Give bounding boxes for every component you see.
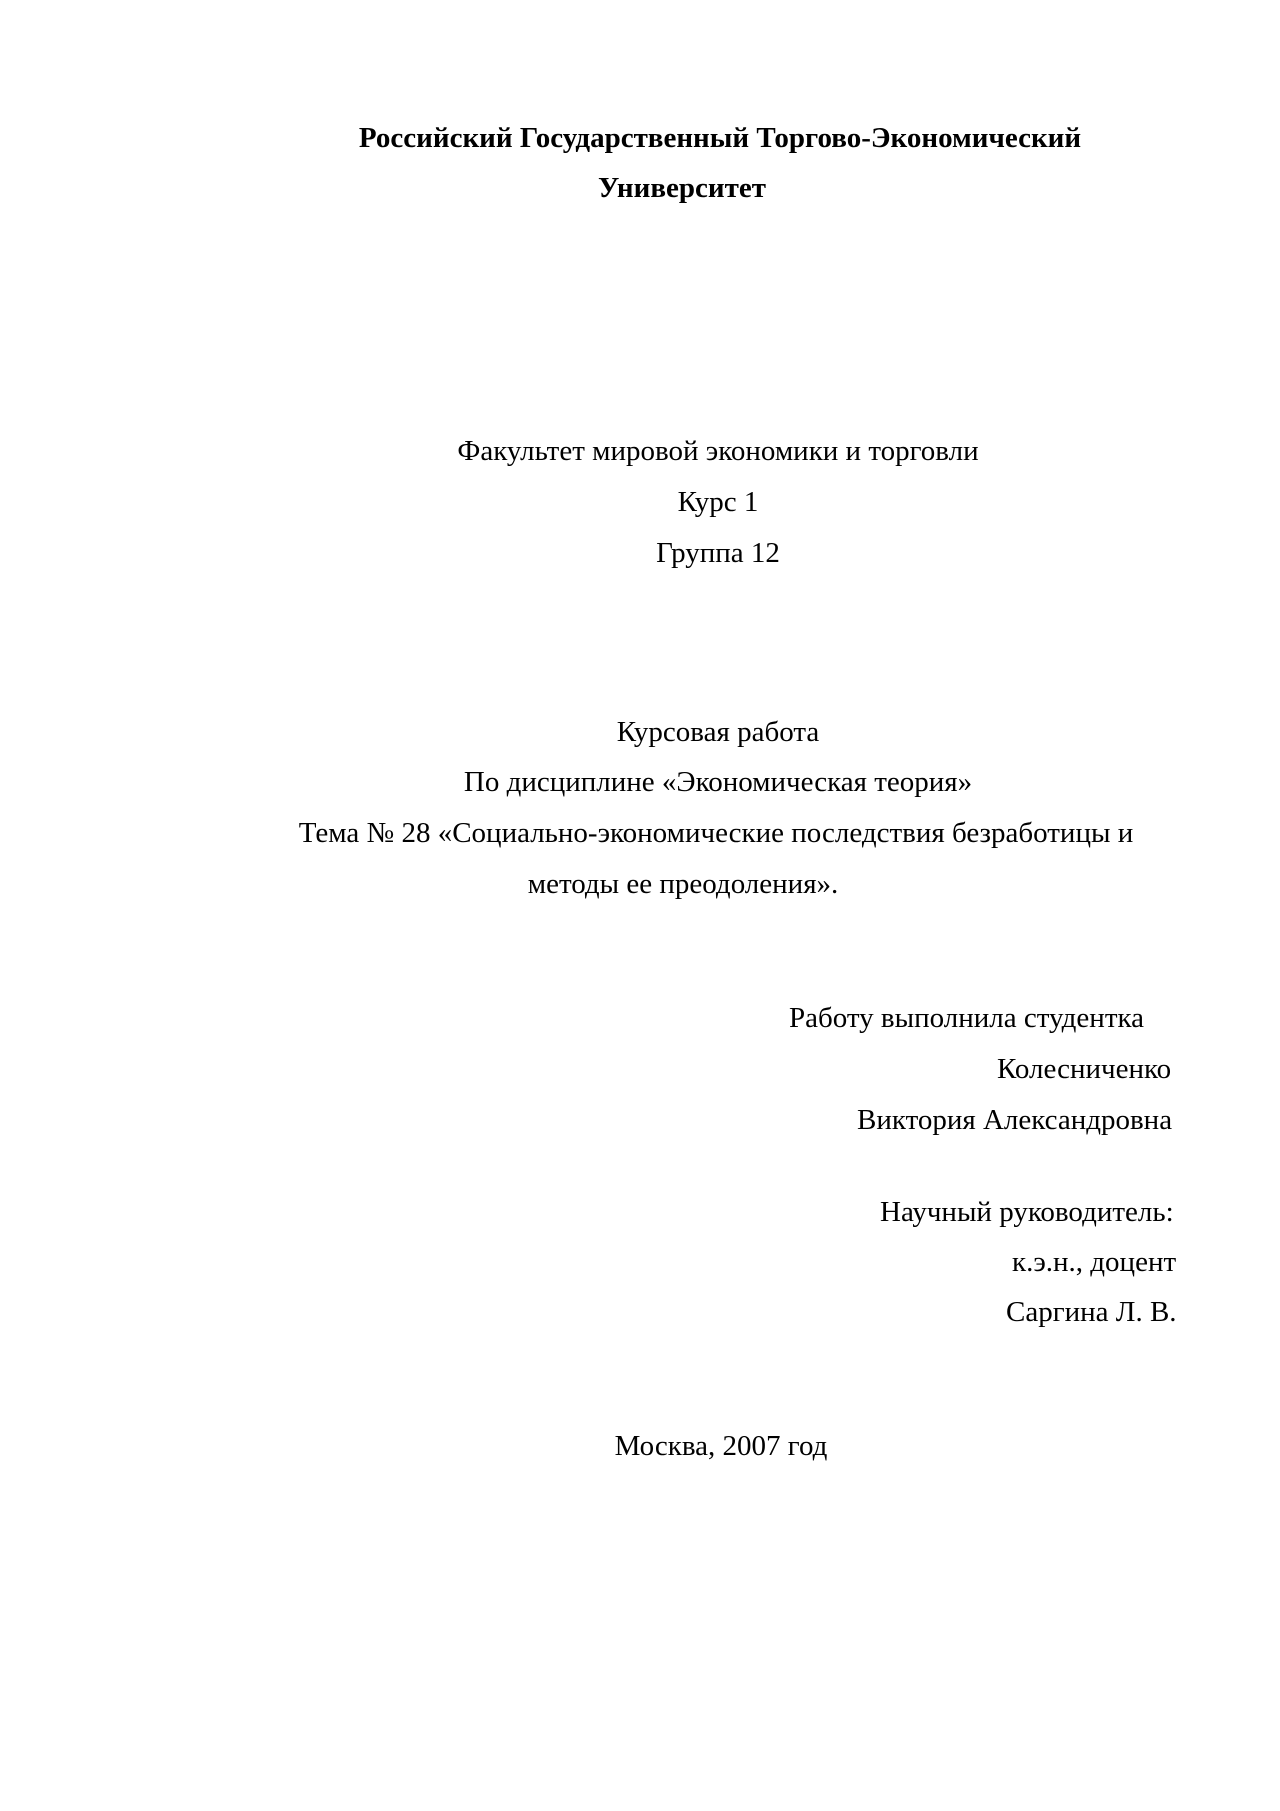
topic-line-2: методы ее преодоления».	[527, 868, 839, 900]
faculty-name: Факультет мировой экономики и торговли	[457, 435, 979, 467]
author-surname: Колесниченко	[997, 1053, 1172, 1085]
university-name-line-1: Российский Государственный Торгово-Экономический	[358, 122, 1082, 154]
work-type: Курсовая работа	[616, 716, 820, 748]
group-number: Группа 12	[656, 537, 780, 569]
author-label: Работу выполнила студентка	[789, 1002, 1145, 1034]
author-given-names: Виктория Александровна	[857, 1104, 1173, 1136]
supervisor-name: Саргина Л. В.	[1006, 1296, 1177, 1328]
supervisor-title: к.э.н., доцент	[1012, 1246, 1177, 1278]
supervisor-label: Научный руководитель:	[880, 1196, 1174, 1228]
university-name-line-2: Университет	[598, 172, 766, 204]
discipline: По дисциплине «Экономическая теория»	[463, 766, 973, 798]
city-year: Москва, 2007 год	[614, 1430, 828, 1462]
topic-line-1: Тема № 28 «Социально-экономические последствия безработицы и	[298, 817, 1134, 849]
course-number: Курс 1	[677, 486, 759, 518]
